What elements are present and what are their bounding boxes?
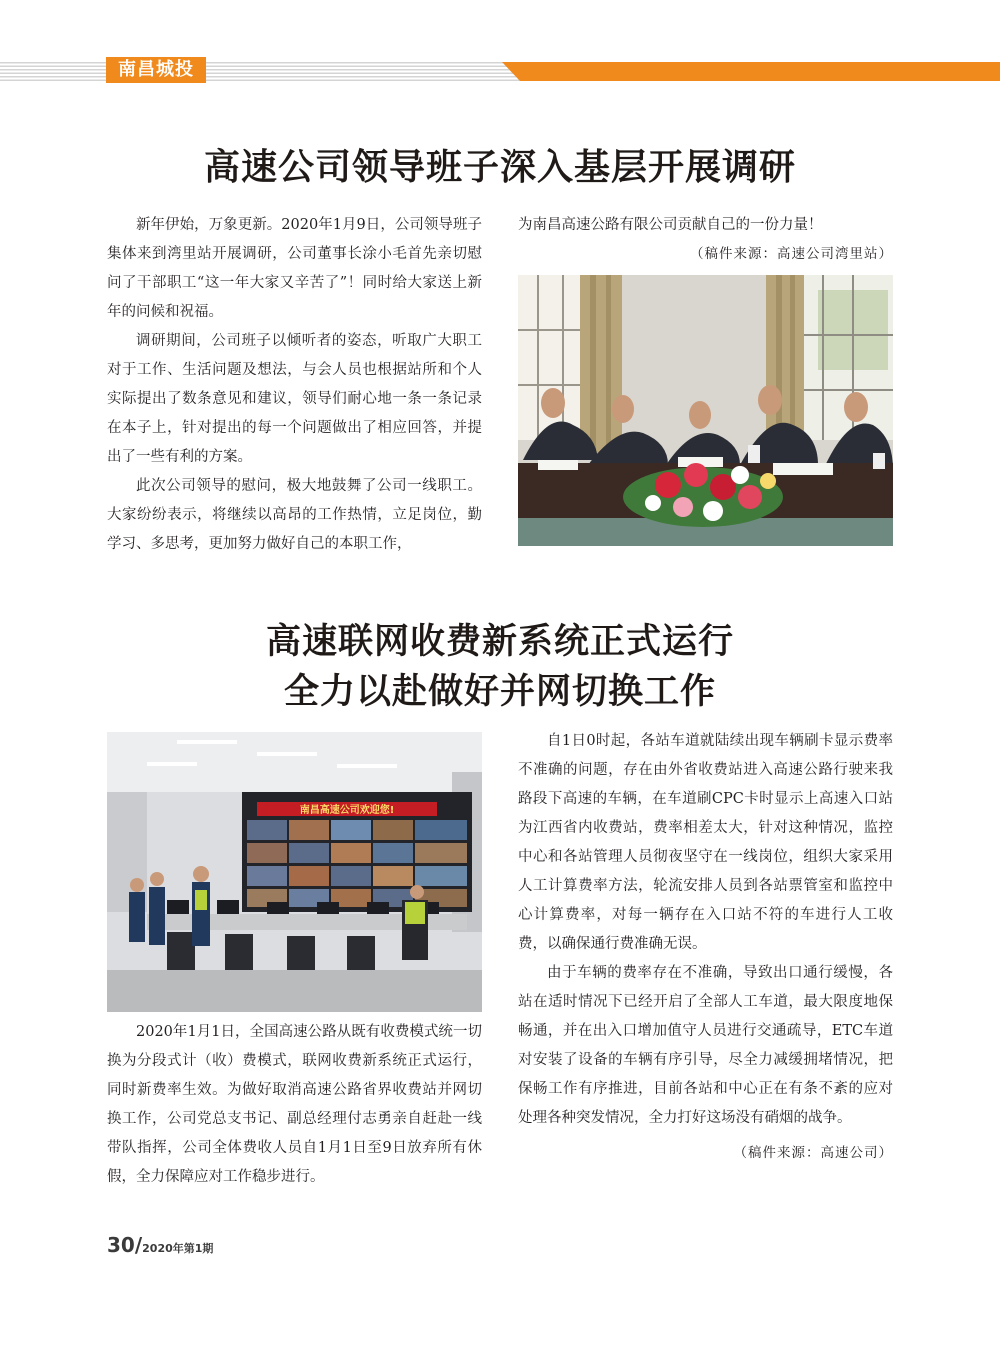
photo-welcome-banner: 南昌高速公司欢迎您! [299,805,395,816]
meeting-photo [518,275,893,546]
article2-title [0,617,1000,717]
article2-paragraph: 由于车辆的费率存在不准确，导致出口通行缓慢，各站在适时情况下已经开启了全部人工车道，最大限度地保畅通，并在出入口增加值守人员进行交通疏导，ETC车道对安装了设备的车辆有序引导，尽全力减缓拥堵情况，把保畅工作有序推进，目前各站和中心正在有条不紊的应对处理各种突发情况，全力打好这场没有硝烟的战争。 [518,965,893,1126]
article2-column-left [107,1018,482,1192]
article2-title-line1: 高速联网收费新系统正式运行 [265,622,734,662]
article1-paragraph-continued: 为南昌高速公路有限公司贡献自己的一份力量！ [518,217,823,233]
page-folio [107,1233,213,1257]
header-accent-bar [502,62,1000,81]
article1-paragraph: 此次公司领导的慰问，极大地鼓舞了公司一线职工。大家纷纷表示，将继续以高昂的工作热情，立足岗位，勤学习、多思考，更加努力做好自己的本职工作， [107,478,482,552]
article1-paragraph: 调研期间，公司班子以倾听者的姿态，听取广大职工对于工作、生活问题及想法，与会人员也根据站所和个人实际提出了数条意见和建议，领导们耐心地一条一条记录在本子上，针对提出的每一个问题做出了相应回答，并提出了一些有利的方案。 [107,333,482,465]
article1-title: 高速公司领导班子深入基层开展调研 [203,147,796,188]
issue-label: 2020年第1期 [142,1242,214,1255]
page-number: 30/ [107,1233,143,1257]
control-room-photo [107,732,482,1012]
control-room-illustration [107,732,482,1012]
article2-paragraph: 自1日0时起，各站车道就陆续出现车辆刷卡显示费率不准确的问题，存在由外省收费站进入高速公路行驶来我路段下高速的车辆，在车道刷CPC卡时显示上高速入口站为江西省内收费站，费率相差太大，针对这种情况，监控中心和各站管理人员彻夜坚守在一线岗位，组织大家采用人工计算费率方法，轮流安排人员到各站票管室和监控中心计算费率，对每一辆存在入口站不符的车进行人工收费，以确保通行费准确无误。 [518,733,893,952]
article1-paragraph: 新年伊始，万象更新。2020年1月9日，公司领导班子集体来到湾里站开展调研，公司董事长涂小毛首先亲切慰问了干部职工“这一年大家又辛苦了”！同时给大家送上新年的问候和祝福。 [107,217,482,320]
article2-paragraph: 2020年1月1日，全国高速公路从既有收费模式统一切换为分段式计（收）费模式，联网收费新系统正式运行，同时新费率生效。为做好取消高速公路省界收费站并网切换工作，公司党总支书记、副总经理付志勇亲自赶赴一线带队指挥，公司全体费收人员自1月1日至9日放弃所有休假，全力保障应对工作稳步进行。 [107,1024,482,1185]
article1-source: （稿件来源：高速公司湾里站） [690,246,893,262]
article1-column-left [107,211,482,559]
article2-column-right [518,727,893,1168]
article1-column-right [518,211,893,269]
article2-source: （稿件来源：高速公司） [733,1145,893,1161]
meeting-photo-illustration [518,275,893,546]
article2-title-line2: 全力以赴做好并网切换工作 [283,672,716,712]
section-tag: 南昌城投 [106,57,206,83]
